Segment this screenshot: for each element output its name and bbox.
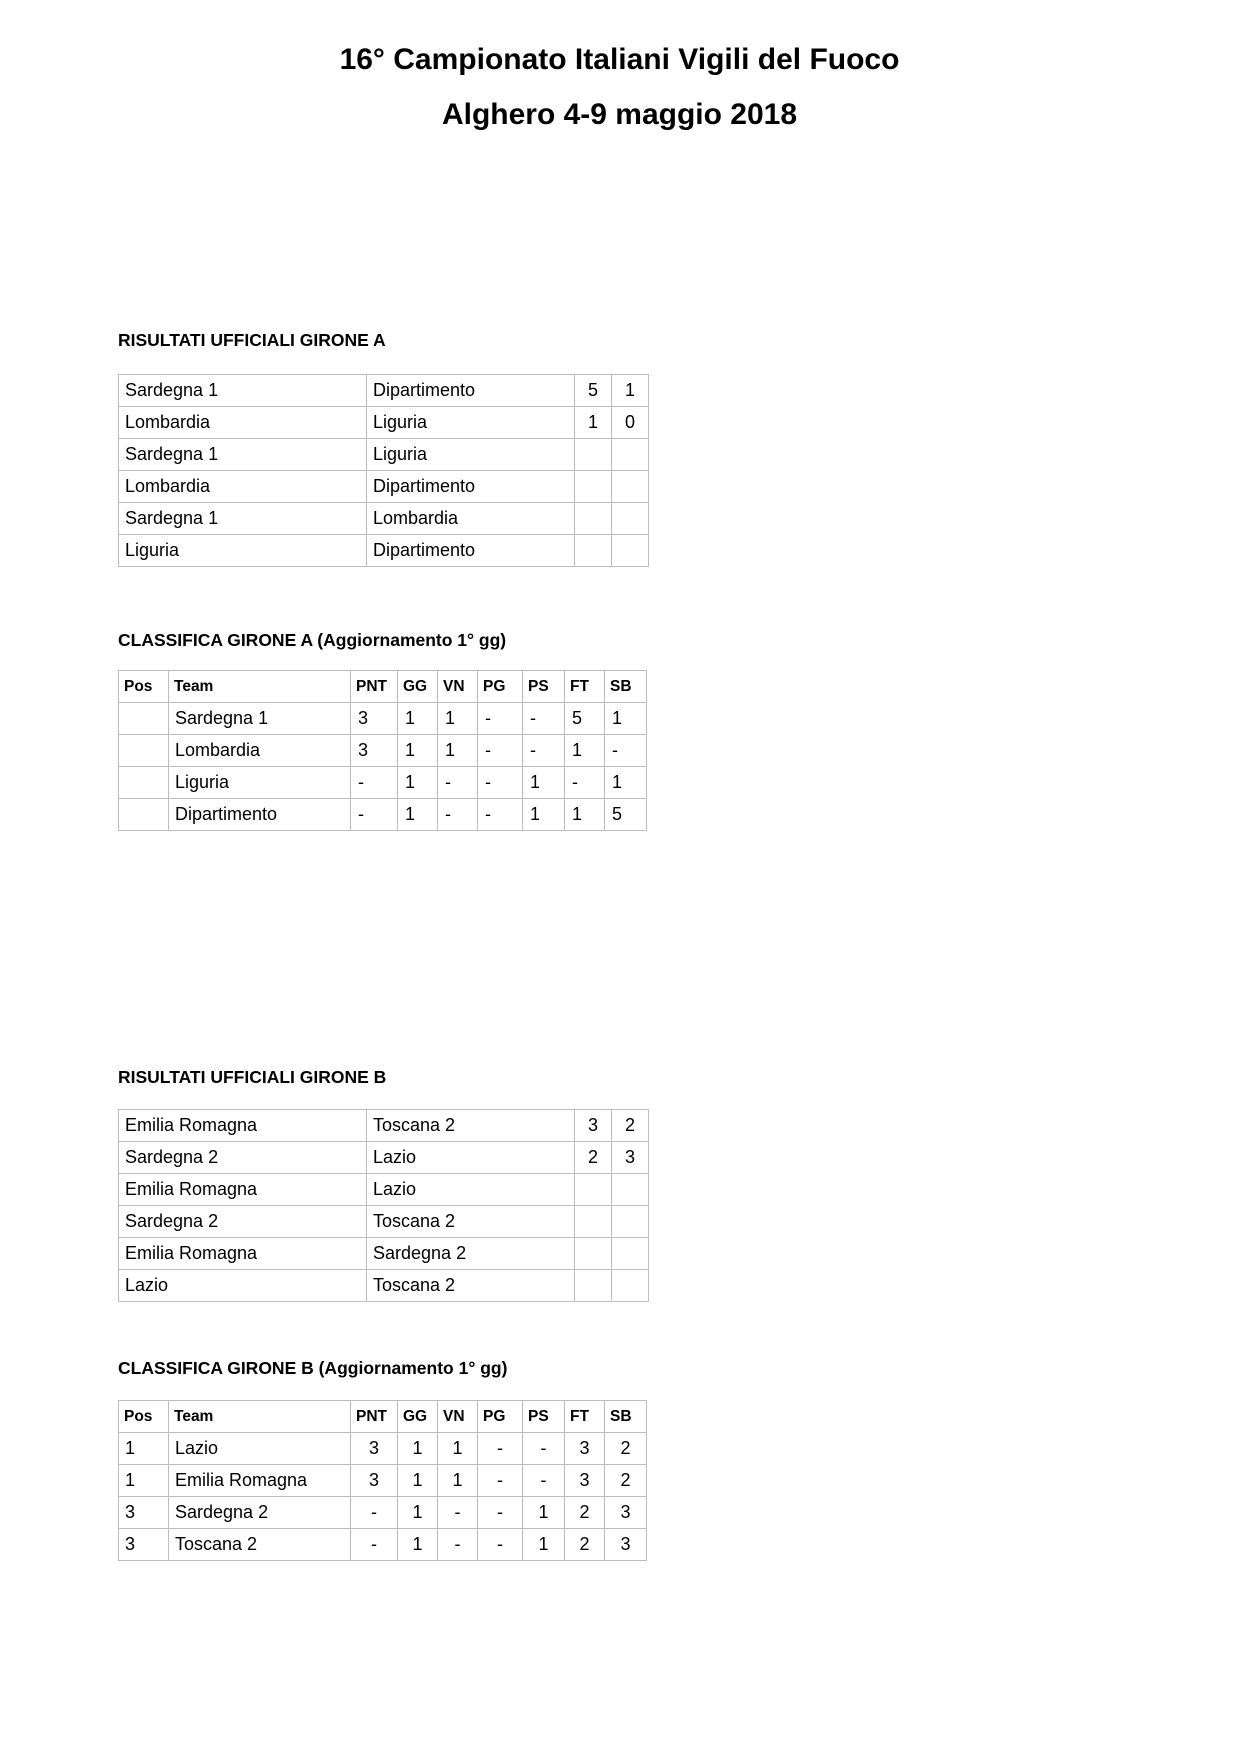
- home-team: Sardegna 2: [119, 1142, 367, 1174]
- home-score: 1: [575, 407, 612, 439]
- standings-row: [119, 799, 647, 831]
- standings-row: [119, 1433, 647, 1465]
- away-team: Dipartimento: [367, 535, 575, 567]
- home-score: [575, 471, 612, 503]
- gg-cell: 1: [398, 703, 438, 735]
- gg-cell: 1: [398, 1497, 438, 1529]
- match-row: [119, 1238, 649, 1270]
- ps-cell: -: [523, 1465, 565, 1497]
- ft-cell: 5: [565, 703, 605, 735]
- col-pnt: PNT: [351, 1401, 398, 1433]
- sb-cell: 2: [605, 1433, 647, 1465]
- home-team: Sardegna 1: [119, 503, 367, 535]
- away-team: Lazio: [367, 1142, 575, 1174]
- away-score: [612, 535, 649, 567]
- match-row: [119, 1142, 649, 1174]
- vn-cell: -: [438, 799, 478, 831]
- pg-cell: -: [478, 703, 523, 735]
- away-score: [612, 1174, 649, 1206]
- pos-cell: [119, 767, 169, 799]
- away-team: Toscana 2: [367, 1206, 575, 1238]
- team-cell: Toscana 2: [169, 1529, 351, 1561]
- ps-cell: 1: [523, 799, 565, 831]
- team-cell: Liguria: [169, 767, 351, 799]
- home-team: Emilia Romagna: [119, 1238, 367, 1270]
- ps-cell: -: [523, 1433, 565, 1465]
- ps-cell: 1: [523, 1497, 565, 1529]
- standings-row: [119, 1497, 647, 1529]
- home-team: Lombardia: [119, 407, 367, 439]
- ft-cell: 2: [565, 1529, 605, 1561]
- col-team: Team: [169, 671, 351, 703]
- standings-header-row: [119, 671, 647, 703]
- sb-cell: 3: [605, 1529, 647, 1561]
- ps-cell: 1: [523, 1529, 565, 1561]
- standings-row: [119, 1465, 647, 1497]
- sb-cell: -: [605, 735, 647, 767]
- sb-cell: 1: [605, 767, 647, 799]
- away-score: 2: [612, 1110, 649, 1142]
- gg-cell: 1: [398, 1433, 438, 1465]
- match-row: [119, 1270, 649, 1302]
- home-score: 5: [575, 375, 612, 407]
- match-row: [119, 1174, 649, 1206]
- vn-cell: 1: [438, 703, 478, 735]
- home-team: Sardegna 1: [119, 439, 367, 471]
- vn-cell: -: [438, 767, 478, 799]
- pg-cell: -: [478, 735, 523, 767]
- col-vn: VN: [438, 1401, 478, 1433]
- vn-cell: 1: [438, 1465, 478, 1497]
- pnt-cell: 3: [351, 1465, 398, 1497]
- ft-cell: 3: [565, 1465, 605, 1497]
- pg-cell: -: [478, 1497, 523, 1529]
- pnt-cell: -: [351, 767, 398, 799]
- gg-cell: 1: [398, 735, 438, 767]
- ps-cell: -: [523, 703, 565, 735]
- col-sb: SB: [605, 671, 647, 703]
- sb-cell: 1: [605, 703, 647, 735]
- gg-cell: 1: [398, 1465, 438, 1497]
- pnt-cell: -: [351, 1529, 398, 1561]
- col-ps: PS: [523, 1401, 565, 1433]
- team-cell: Dipartimento: [169, 799, 351, 831]
- group-a-standings-table: [118, 670, 647, 831]
- away-team: Liguria: [367, 439, 575, 471]
- home-team: Lombardia: [119, 471, 367, 503]
- match-row: [119, 375, 649, 407]
- team-cell: Sardegna 2: [169, 1497, 351, 1529]
- away-score: [612, 1270, 649, 1302]
- home-score: [575, 1174, 612, 1206]
- pg-cell: -: [478, 799, 523, 831]
- home-score: 3: [575, 1110, 612, 1142]
- pg-cell: -: [478, 1433, 523, 1465]
- col-vn: VN: [438, 671, 478, 703]
- col-team: Team: [169, 1401, 351, 1433]
- home-team: Sardegna 2: [119, 1206, 367, 1238]
- col-ft: FT: [565, 671, 605, 703]
- home-team: Emilia Romagna: [119, 1110, 367, 1142]
- away-score: 0: [612, 407, 649, 439]
- standings-row: [119, 1529, 647, 1561]
- pos-cell: [119, 703, 169, 735]
- gg-cell: 1: [398, 767, 438, 799]
- team-cell: Lombardia: [169, 735, 351, 767]
- home-team: Liguria: [119, 535, 367, 567]
- ps-cell: 1: [523, 767, 565, 799]
- home-score: [575, 439, 612, 471]
- home-score: [575, 503, 612, 535]
- col-pg: PG: [478, 671, 523, 703]
- col-pos: Pos: [119, 671, 169, 703]
- away-team: Lombardia: [367, 503, 575, 535]
- home-score: [575, 1270, 612, 1302]
- team-cell: Sardegna 1: [169, 703, 351, 735]
- pos-cell: [119, 735, 169, 767]
- ft-cell: -: [565, 767, 605, 799]
- pg-cell: -: [478, 767, 523, 799]
- away-team: Lazio: [367, 1174, 575, 1206]
- pnt-cell: 3: [351, 1433, 398, 1465]
- vn-cell: 1: [438, 735, 478, 767]
- standings-row: [119, 703, 647, 735]
- pg-cell: -: [478, 1529, 523, 1561]
- group-a-results-table: [118, 374, 649, 567]
- match-row: [119, 471, 649, 503]
- home-score: [575, 535, 612, 567]
- ps-cell: -: [523, 735, 565, 767]
- pos-cell: 1: [119, 1465, 169, 1497]
- sb-cell: 2: [605, 1465, 647, 1497]
- match-row: [119, 503, 649, 535]
- col-sb: SB: [605, 1401, 647, 1433]
- col-ps: PS: [523, 671, 565, 703]
- home-score: [575, 1238, 612, 1270]
- pos-cell: 3: [119, 1529, 169, 1561]
- col-pg: PG: [478, 1401, 523, 1433]
- away-score: [612, 471, 649, 503]
- home-team: Lazio: [119, 1270, 367, 1302]
- pnt-cell: -: [351, 799, 398, 831]
- away-team: Toscana 2: [367, 1270, 575, 1302]
- team-cell: Emilia Romagna: [169, 1465, 351, 1497]
- away-score: 3: [612, 1142, 649, 1174]
- ft-cell: 1: [565, 799, 605, 831]
- home-team: Emilia Romagna: [119, 1174, 367, 1206]
- match-row: [119, 407, 649, 439]
- group-a-results-heading: RISULTATI UFFICIALI GIRONE A: [118, 330, 386, 350]
- ft-cell: 1: [565, 735, 605, 767]
- pnt-cell: 3: [351, 703, 398, 735]
- match-row: [119, 1110, 649, 1142]
- standings-header-row: [119, 1401, 647, 1433]
- match-row: [119, 439, 649, 471]
- away-team: Sardegna 2: [367, 1238, 575, 1270]
- away-score: [612, 1238, 649, 1270]
- col-gg: GG: [398, 671, 438, 703]
- vn-cell: -: [438, 1497, 478, 1529]
- col-pos: Pos: [119, 1401, 169, 1433]
- gg-cell: 1: [398, 799, 438, 831]
- team-cell: Lazio: [169, 1433, 351, 1465]
- sb-cell: 5: [605, 799, 647, 831]
- away-team: Dipartimento: [367, 471, 575, 503]
- away-score: 1: [612, 375, 649, 407]
- away-team: Toscana 2: [367, 1110, 575, 1142]
- gg-cell: 1: [398, 1529, 438, 1561]
- col-gg: GG: [398, 1401, 438, 1433]
- group-b-standings-table: [118, 1400, 647, 1561]
- pnt-cell: 3: [351, 735, 398, 767]
- home-score: 2: [575, 1142, 612, 1174]
- col-ft: FT: [565, 1401, 605, 1433]
- away-score: [612, 503, 649, 535]
- document-subtitle: Alghero 4-9 maggio 2018: [441, 98, 798, 131]
- home-team: Sardegna 1: [119, 375, 367, 407]
- away-score: [612, 439, 649, 471]
- pos-cell: 1: [119, 1433, 169, 1465]
- vn-cell: 1: [438, 1433, 478, 1465]
- vn-cell: -: [438, 1529, 478, 1561]
- away-team: Dipartimento: [367, 375, 575, 407]
- group-b-results-table: [118, 1109, 649, 1302]
- ft-cell: 2: [565, 1497, 605, 1529]
- away-score: [612, 1206, 649, 1238]
- group-b-standings-heading: CLASSIFICA GIRONE B (Aggiornamento 1° gg): [118, 1358, 508, 1378]
- match-row: [119, 1206, 649, 1238]
- match-row: [119, 535, 649, 567]
- col-pnt: PNT: [351, 671, 398, 703]
- ft-cell: 3: [565, 1433, 605, 1465]
- pnt-cell: -: [351, 1497, 398, 1529]
- document-title: 16° Campionato Italiani Vigili del Fuoco: [339, 43, 900, 76]
- sb-cell: 3: [605, 1497, 647, 1529]
- away-team: Liguria: [367, 407, 575, 439]
- standings-row: [119, 767, 647, 799]
- home-score: [575, 1206, 612, 1238]
- standings-row: [119, 735, 647, 767]
- group-b-results-heading: RISULTATI UFFICIALI GIRONE B: [118, 1067, 387, 1087]
- pos-cell: 3: [119, 1497, 169, 1529]
- pg-cell: -: [478, 1465, 523, 1497]
- pos-cell: [119, 799, 169, 831]
- group-a-standings-heading: CLASSIFICA GIRONE A (Aggiornamento 1° gg): [118, 630, 507, 650]
